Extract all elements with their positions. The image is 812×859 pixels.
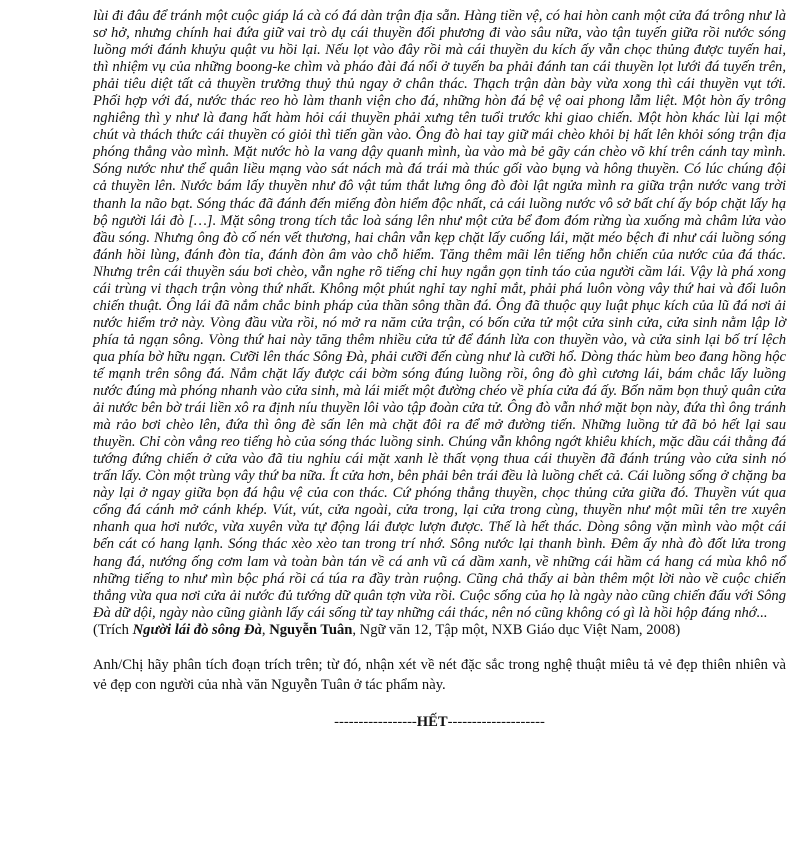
end-of-exam-mark: [93, 713, 786, 731]
citation-source: , Ngữ văn 12, Tập một, NXB Giáo dục Việt Nam, 2008): [352, 621, 681, 638]
citation-open: (Trích: [93, 621, 133, 638]
end-mark-left-dashes: -----------------: [334, 714, 417, 731]
exam-page: [93, 8, 786, 731]
exam-question: Anh/Chị hãy phân tích đoạn trích trên; từ đó, nhận xét về nét đặc sắc trong nghệ thuật miêu tả vẻ đẹp thiên nhiên và vẻ đẹp con người của nhà văn Nguyễn Tuân ở tác phẩm này.: [93, 657, 786, 694]
excerpt-citation: [93, 622, 786, 640]
citation-author: Nguyễn Tuân: [269, 621, 353, 638]
end-mark-right-dashes: --------------------: [447, 714, 545, 731]
end-mark-word: HẾT: [416, 714, 448, 731]
citation-separator: ,: [261, 621, 270, 638]
literary-excerpt: lùi đi đâu để tránh một cuộc giáp lá cà có đá dàn trận địa sẵn. Hàng tiền vệ, có hai hòn canh một cửa đá trông như là sơ hở, nhưng chính hai đứa giữ vai trò dụ cái thuyền đối phương đi vào sâu nữa, vào tận tuyến giữa rồi nước sóng luồng mới đánh khuỷu quật vu hồi lại. Nếu lọt vào đây rồi mà cái thuyền du kích ấy vẫn chọc thủng được tuyến hai, thì nhiệm vụ của những boong-ke chìm và pháo đài đá nổi ở tuyến ba phải đánh tan cái thuyền lọt lưới đá tuyến trên, phải tiêu diệt tất cả thuyền trưởng thuỷ thủ ngay ở chân thác. Thạch trận dàn bày vừa xong thì cái thuyền vụt tới. Phối hợp với đá, nước thác reo hò làm thanh viện cho đá, những hòn đá bệ vệ oai phong lẫm liệt. Một hòn ấy trông nghiêng thì y như là đang hất hàm hỏi cái thuyền phải xưng tên tuổi trước khi giao chiến. Một hòn khác lùi lại một chút và thách thức cái thuyền có giỏi thì tiến gần vào. Ông đò hai tay giữ mái chèo khỏi bị hất lên khỏi sóng trận địa phóng thẳng vào mình. Mặt nước hò la vang dậy quanh mình, ùa vào mà bẻ gãy cán chèo võ khí trên cánh tay mình. Sóng nước như thể quân liều mạng vào sát nách mà đá trái mà thúc gối vào bụng và hông thuyền. Có lúc chúng đội cả thuyền lên. Nước bám lấy thuyền như đô vật túm thắt lưng ông đò đòi lật ngửa mình ra giữa trận nước vang trời thanh la não bạt. Sóng thác đã đánh đến miếng đòn hiểm độc nhất, cả cái luồng nước vô sở bất chí ấy bóp chặt lấy hạ bộ người lái đò […]. Mặt sông trong tích tắc loà sáng lên như một cửa bể đom đóm rừng ùa xuống mà châm lửa vào đầu sóng. Nhưng ông đò cố nén vết thương, hai chân vẫn kẹp chặt lấy cuống lái, mặt méo bệch đi như cái luồng sóng đánh hồi lùng, đánh đòn tỉa, đánh đòn âm vào chỗ hiểm. Tăng thêm mãi lên tiếng hỗn chiến của nước của đá thác. Nhưng trên cái thuyền sáu bơi chèo, vẫn nghe rõ tiếng chỉ huy ngắn gọn tỉnh táo của người cầm lái. Vậy là phá xong cái trùng vi thạch trận vòng thứ nhất. Không một phút nghỉ tay nghỉ mắt, phải phá luôn vòng vây thứ hai và đổi luôn chiến thuật. Ông lái đã nắm chắc binh pháp của thần sông thần đá. Ông đã thuộc quy luật phục kích của lũ đá nơi ải nước hiểm trở này. Vòng đầu vừa rồi, nó mở ra năm cửa trận, có bốn cửa tử một cửa sinh cửa, cửa sinh nằm lập lờ phía tả ngạn sông. Vòng thứ hai này tăng thêm nhiều cửa tử để đánh lừa con thuyền vào, và cửa sinh lại bố trí lệch qua phía bờ hữu ngạn. Cưỡi lên thác Sông Đà, phải cưỡi đến cùng như là cưỡi hổ. Dòng thác hùm beo đang hồng hộc tế mạnh trên sông đá. Nắm chặt lấy được cái bờm sóng đúng luồng rồi, ông đò ghì cương lái, bám chắc lấy luồng nước đúng mà phóng nhanh vào cửa sinh, mà lái miết một đường chéo về phía cửa đá ấy. Bốn năm bọn thuỷ quân cửa ải nước bên bờ trái liền xô ra định níu thuyền lôi vào tập đoàn cửa tử. Ông đò vẫn nhớ mặt bọn này, đứa thì ông tránh mà rảo bơi chèo lên, đứa thì ông đè sấn lên mà chặt đôi ra để mở đường tiến. Những luồng tử đã bỏ hết lại sau thuyền. Chỉ còn vẳng reo tiếng hò của sóng thác luồng sinh. Chúng vẫn không ngớt khiêu khích, mặc dầu cái thằng đá tướng đứng chiến ở cửa vào đã tiu nghỉu cái mặt xanh lè thất vọng thua cái thuyền đã đánh trúng vào cửa sinh nó trấn lấy. Còn một trùng vây thứ ba nữa. Ít cửa hơn, bên phải bên trái đều là luồng chết cả. Cái luồng sống ở chặng ba này lại ở ngay giữa bọn đá hậu vệ của con thác. Cứ phóng thẳng thuyền, chọc thủng cửa giữa đó. Thuyền vút qua cổng đá cánh mở cánh khép. Vút, vút, cửa ngoài, cửa trong, lại cửa trong cùng, thuyền như một mũi tên tre xuyên nhanh qua hơi nước, vừa xuyên vừa tự động lái được lượn được. Thế là hết thác. Dòng sông vặn mình vào một cái bến cát có hang lạnh. Sóng thác xèo xèo tan trong trí nhớ. Sông nước lại thanh bình. Đêm ấy nhà đò đốt lửa trong hang đá, nướng ống cơm lam và toàn bàn tán về cá anh vũ cá dầm xanh, về những cái hầm cá hang cá mùa khô nổ những tiếng to như mìn bộc phá rồi cá túa ra đầy tràn ruộng. Cũng chả thấy ai bàn thêm một lời nào về cuộc chiến thắng vừa qua nơi cửa ải nước đủ tướng dữ quân tợn vừa rồi. Cuộc sống của họ là ngày nào cũng chiến đấu với Sông Đà dữ dội, ngày nào cũng giành lấy cái sống từ tay những cái thác, nên nó cũng không có gì là hồi hộp đáng nhớ...: [93, 8, 786, 621]
citation-work-title: Người lái đò sông Đà: [132, 621, 262, 638]
